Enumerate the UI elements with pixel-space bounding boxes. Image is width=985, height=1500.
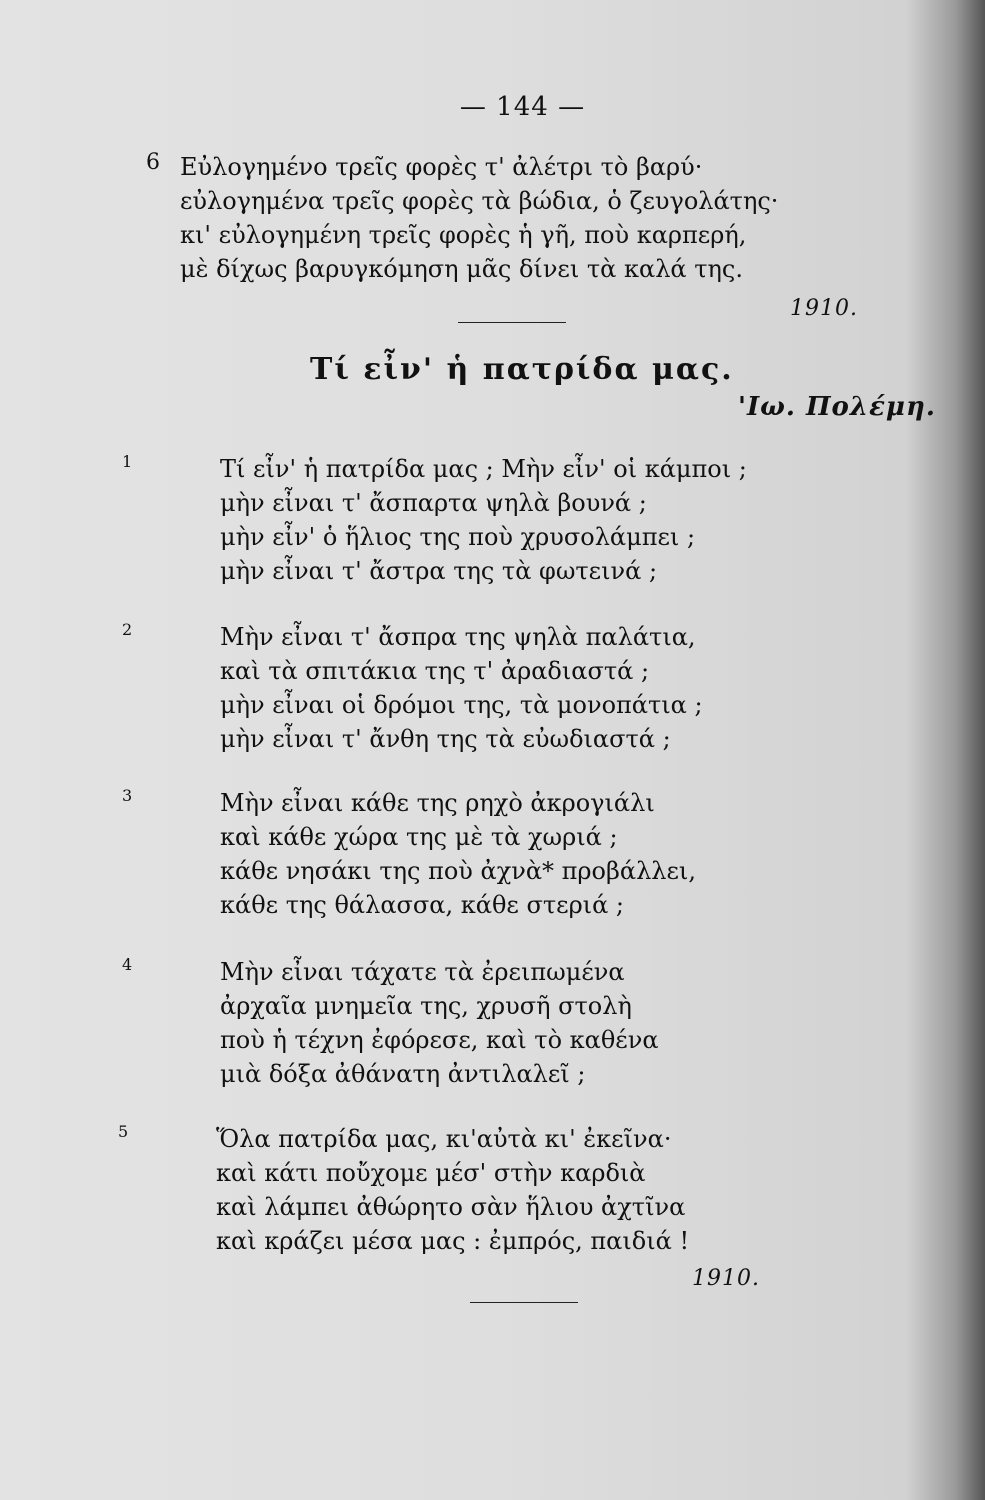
stanza-lines bbox=[220, 955, 659, 1091]
verse-line: Μὴν εἶναι τ' ἄσπρα της ψηλὰ παλάτια, bbox=[220, 623, 696, 651]
stanza-number: 2 bbox=[122, 620, 133, 639]
verse-line: ἀρχαῖα μνημεῖα της, χρυσῆ στολὴ bbox=[220, 992, 632, 1020]
verse-line: Ὅλα πατρίδα μας, κι'αὐτὰ κι' ἐκεῖνα· bbox=[216, 1125, 672, 1153]
verse-line: καὶ κράζει μέσα μας : ἐμπρός, παιδιά ! bbox=[216, 1227, 690, 1255]
stanza-number: 3 bbox=[122, 786, 133, 805]
verse-line: ποὺ ἡ τέχνη ἐφόρεσε, καὶ τὸ καθένα bbox=[220, 1026, 659, 1054]
poem-stanza-4 bbox=[122, 955, 659, 1088]
verse-line: Εὐλογημένο τρεῖς φορὲς τ' ἀλέτρι τὸ βαρύ· bbox=[180, 153, 703, 181]
stanza-number: 1 bbox=[122, 452, 133, 471]
stanza-lines bbox=[180, 150, 778, 286]
verse-line: μὴν εἶναι τ' ἄστρα της τὰ φωτεινά ; bbox=[220, 557, 658, 585]
poem-stanza-2 bbox=[122, 620, 703, 753]
verse-line: Μὴν εἶναι κάθε της ρηχὸ ἀκρογιάλι bbox=[220, 789, 655, 817]
verse-line: Τί εἶν' ἡ πατρίδα μας ; Μὴν εἶν' οἱ κάμποι ; bbox=[220, 455, 747, 483]
verse-line: Μὴν εἶναι τάχατε τὰ ἐρειπωμένα bbox=[220, 958, 625, 986]
previous-poem-year: 1910. bbox=[790, 296, 858, 321]
stanza-number: 6 bbox=[146, 150, 160, 175]
section-divider bbox=[458, 322, 566, 323]
verse-line: εὐλογημένα τρεῖς φορὲς τὰ βώδια, ὁ ζευγολάτης· bbox=[180, 187, 779, 215]
verse-line: μιὰ δόξα ἀθάνατη ἀντιλαλεῖ ; bbox=[220, 1060, 586, 1088]
verse-line: μὴν εἶναι οἱ δρόμοι της, τὰ μονοπάτια ; bbox=[220, 691, 703, 719]
verse-line: μὴν εἶναι τ' ἄνθη της τὰ εὐωδιαστά ; bbox=[220, 725, 671, 753]
verse-line: καὶ λάμπει ἀθώρητο σὰν ἥλιου ἀχτῖνα bbox=[216, 1193, 686, 1221]
page-number: — 144 — bbox=[459, 92, 586, 122]
verse-line: μὴν εἶναι τ' ἄσπαρτα ψηλὰ βουνά ; bbox=[220, 489, 647, 517]
stanza-lines bbox=[216, 1122, 689, 1258]
verse-line: μὲ δίχως βαρυγκόμηση μᾶς δίνει τὰ καλά της. bbox=[180, 255, 743, 283]
verse-line: καὶ κάτι ποὔχομε μέσ' στὴν καρδιὰ bbox=[216, 1159, 646, 1187]
section-divider bbox=[470, 1302, 578, 1303]
poem-title: Τί εἶν' ἡ πατρίδα μας. bbox=[310, 352, 734, 387]
verse-line: κάθε της θάλασσα, κάθε στεριά ; bbox=[220, 891, 625, 919]
stanza-number: 5 bbox=[118, 1122, 129, 1141]
stanza-number: 4 bbox=[122, 955, 133, 974]
poem-stanza-1 bbox=[122, 452, 747, 585]
verse-line: καὶ κάθε χώρα της μὲ τὰ χωριά ; bbox=[220, 823, 618, 851]
verse-line: κι' εὐλογημένη τρεῖς φορὲς ἡ γῆ, ποὺ καρπερή, bbox=[180, 221, 747, 249]
verse-line: μὴν εἶν' ὁ ἥλιος της ποὺ χρυσολάμπει ; bbox=[220, 523, 696, 551]
stanza-lines bbox=[220, 620, 703, 756]
stanza-lines bbox=[220, 452, 747, 588]
poem-stanza-3 bbox=[122, 786, 696, 919]
stanza-lines bbox=[220, 786, 696, 922]
poem-year: 1910. bbox=[692, 1266, 760, 1291]
verse-line: κάθε νησάκι της ποὺ ἀχνὰ* προβάλλει, bbox=[220, 857, 696, 885]
poem-author: 'Ιω. Πολέμη. bbox=[738, 392, 936, 422]
verse-line: καὶ τὰ σπιτάκια της τ' ἀραδιαστά ; bbox=[220, 657, 650, 685]
poem-stanza-5 bbox=[118, 1122, 690, 1255]
